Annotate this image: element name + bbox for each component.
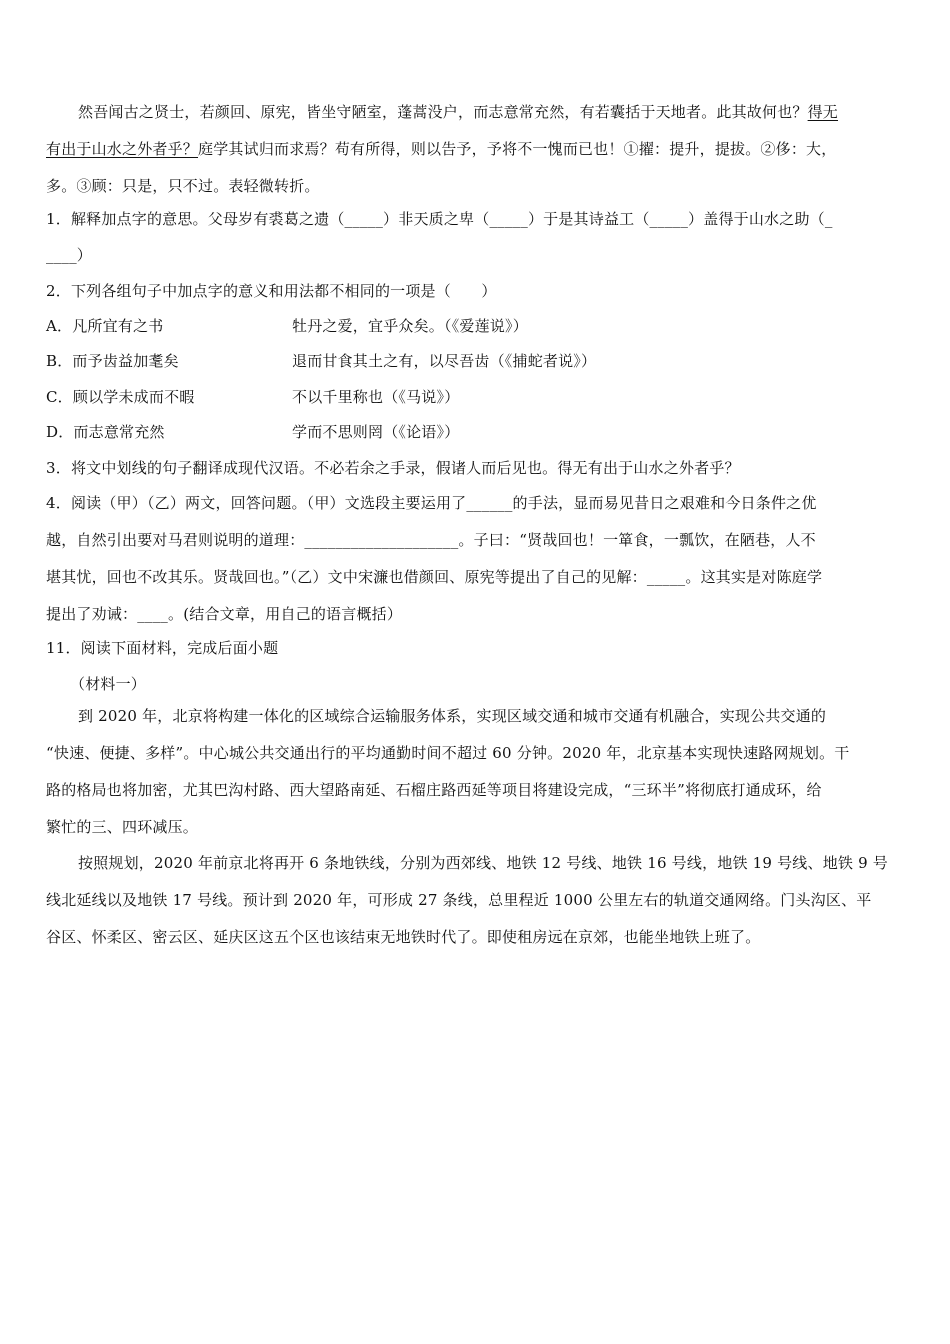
option-c-right: 不以千里称也（《马说》） <box>292 388 460 406</box>
option-b-right: 退而甘食其土之有，以尽吾齿（《捕蛇者说》） <box>292 352 597 370</box>
question-3: 3．将文中划线的句子翻译成现代汉语。不必若余之手录，假诸人而后见也。得无有出于山水之外者乎？ <box>46 459 740 477</box>
material-para-1-line-3: 路的格局也将加密，尤其巴沟村路、西大望路南延、石榴庄路西延等项目将建设完成，“三环半”将彻底打通成环，给 <box>46 781 822 799</box>
passage-text: 庭学其试归而求焉？苟有所得，则以告予，予将不一愧而已也！①擢：提升，提拔。②侈：大， <box>198 140 837 158</box>
question-1-line-1: 1．解释加点字的意思。父母岁有裘葛之遗（_____）非天质之卑（_____）于是其诗益工（_____）盖得于山水之助（_ <box>46 210 833 228</box>
option-d-right: 学而不思则罔（《论语》） <box>292 423 460 441</box>
material-para-2-line-1: 按照规划，2020 年前京北将再开 6 条地铁线，分别为西郊线、地铁 12 号线、地铁 16 号线，地铁 19 号线、地铁 9 号 <box>78 854 888 872</box>
option-a-right: 牡丹之爱，宜乎众矣。（《爱莲说》） <box>292 317 528 335</box>
question-4-line-3: 堪其忧，回也不改其乐。贤哉回也。”（乙）文中宋濂也借颜回、原宪等提出了自己的见解：_____。这其实是对陈庭学 <box>46 568 823 586</box>
option-d-left: D．而志意常充然 <box>46 423 165 441</box>
passage-line-2 <box>46 138 912 160</box>
question-4-line-1: 4．阅读（甲）（乙）两文，回答问题。（甲）文选段主要运用了______的手法，显而易见昔日之艰难和今日条件之优 <box>46 494 817 512</box>
option-c-left: C．顾以学未成而不暇 <box>46 388 195 406</box>
passage-line-3: 多。③顾：只是，只不过。表轻微转折。 <box>46 177 320 195</box>
question-2-option-b <box>46 350 912 372</box>
question-2-stem: 2．下列各组句子中加点字的意义和用法都不相同的一项是（ ） <box>46 282 497 300</box>
option-b-left: B．而予齿益加耄矣 <box>46 352 179 370</box>
question-2-option-a <box>46 315 912 337</box>
question-2-option-d <box>46 421 912 443</box>
question-11-stem: 11．阅读下面材料，完成后面小题 <box>46 639 279 657</box>
material-para-1-line-1: 到 2020 年，北京将构建一体化的区域综合运输服务体系，实现区域交通和城市交通有机融合，实现公共交通的 <box>78 707 827 725</box>
question-1-line-2: ____） <box>46 246 93 264</box>
material-para-1-line-2: “快速、便捷、多样”。中心城公共交通出行的平均通勤时间不超过 60 分钟。2020 年，北京基本实现快速路网规划。干 <box>46 744 850 762</box>
passage-text: 然吾闻古之贤士，若颜回、原宪，皆坐守陋室，蓬蒿没户，而志意常充然，有若囊括于天地者。此其故何也？ <box>78 103 808 121</box>
option-a-left: A．凡所宜有之书 <box>46 317 164 335</box>
material-label: （材料一） <box>70 675 147 693</box>
passage-line-1 <box>78 101 912 123</box>
material-para-2-line-2: 线北延线以及地铁 17 号线。预计到 2020 年，可形成 27 条线，总里程近 1000 公里左右的轨道交通网络。门头沟区、平 <box>46 891 872 909</box>
material-para-1-line-4: 繁忙的三、四环减压。 <box>46 818 199 836</box>
underlined-sentence: 得无 <box>807 103 839 121</box>
question-4-line-4: 提出了劝诫：____。(结合文章，用自己的语言概括） <box>46 605 403 623</box>
underlined-sentence: 有出于山水之外者乎？ <box>46 140 199 158</box>
question-4-line-2: 越，自然引出要对马君则说明的道理：____________________。子曰：“贤哉回也！一箪食，一瓢饮，在陋巷，人不 <box>46 531 816 549</box>
material-para-2-line-3: 谷区、怀柔区、密云区、延庆区这五个区也该结束无地铁时代了。即使租房远在京郊，也能坐地铁上班了。 <box>46 928 761 946</box>
question-2-option-c <box>46 386 912 408</box>
